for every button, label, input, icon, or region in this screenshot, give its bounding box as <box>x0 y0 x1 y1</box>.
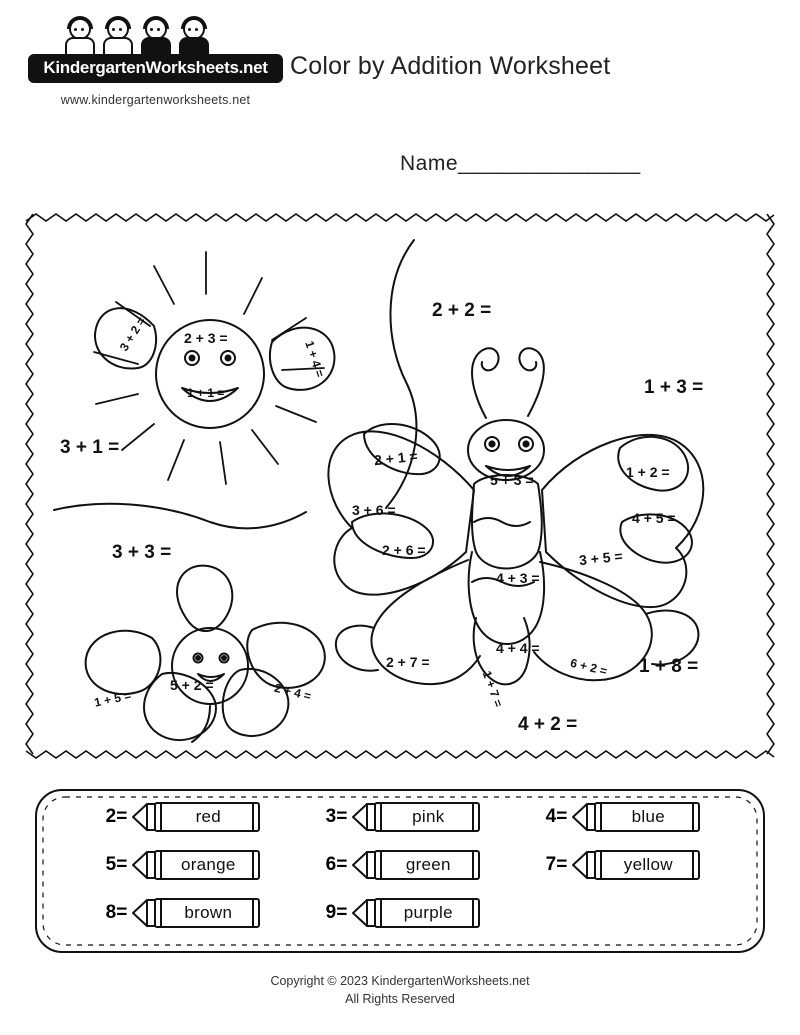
legend-number: 3= <box>325 806 348 827</box>
logo-wordmark <box>28 54 283 83</box>
equation-label: 1 + 1 = <box>187 386 225 400</box>
site-logo[interactable] <box>28 18 283 107</box>
logo-wordmark-text: KindergartenWorksheets <box>43 58 239 77</box>
legend-number: 9= <box>325 902 348 923</box>
equation-label: 1 + 2 = <box>626 464 670 480</box>
crayon-icon <box>570 800 702 834</box>
equation-label: 2 + 3 = <box>184 330 228 346</box>
equation-label: 3 + 1 = <box>60 437 120 458</box>
legend-number: 4= <box>545 806 568 827</box>
legend-number: 2= <box>105 806 128 827</box>
equation-label: 3 + 5 = <box>578 547 624 569</box>
equation-label: 4 + 4 = <box>496 640 540 656</box>
rights-text: All Rights Reserved <box>345 992 455 1007</box>
equation-label: 3 + 3 = <box>112 542 172 563</box>
equation-label: 3 + 2 = <box>116 314 149 354</box>
equation-label: 2 + 7 = <box>386 654 430 670</box>
crayon-color-label: green <box>405 855 451 874</box>
legend-item <box>74 800 294 834</box>
legend-item <box>294 800 514 834</box>
crayon-icon <box>350 800 482 834</box>
crayon-color-label: yellow <box>623 855 673 874</box>
page-header <box>0 0 800 140</box>
crayon-icon <box>350 896 482 930</box>
equation-label: 5 + 3 = <box>490 472 534 488</box>
legend-number: 6= <box>325 854 348 875</box>
equation-label: 2 + 2 = <box>432 300 492 321</box>
equation-label: 1 + 4 = <box>302 339 328 379</box>
crayon-color-label: blue <box>631 807 665 826</box>
coloring-area <box>24 212 776 760</box>
equation-label: 5 + 2 = <box>170 677 214 693</box>
site-url: www.kindergartenworksheets.net <box>60 93 251 107</box>
crayon-icon <box>130 848 262 882</box>
legend-item <box>294 896 514 930</box>
equation-label: 4 + 5 = <box>632 510 676 526</box>
crayon-color-label: red <box>195 807 222 826</box>
crayon-color-label: orange <box>180 855 236 874</box>
legend-item <box>514 848 734 882</box>
color-key-legend <box>28 782 772 960</box>
equation-label: 1 + 8 = <box>639 656 699 677</box>
coloring-illustration <box>34 222 766 750</box>
equation-label: 1 + 5 = <box>92 688 133 710</box>
equation-label: 2 + 4 = <box>272 680 313 704</box>
crayon-color-label: brown <box>184 903 233 922</box>
crayon-icon <box>350 848 482 882</box>
equation-label: 6 + 2 = <box>568 655 609 679</box>
legend-item <box>514 800 734 834</box>
equation-label: 1 + 3 = <box>644 377 704 398</box>
legend-number: 7= <box>545 854 568 875</box>
equation-label: 2 + 6 = <box>382 542 426 558</box>
crayon-color-label: pink <box>412 807 445 826</box>
legend-number: 5= <box>105 854 128 875</box>
equation-label: 3 + 6 = <box>352 502 396 518</box>
kids-illustration-icon <box>61 18 251 56</box>
equation-label: 4 + 2 = <box>518 714 578 735</box>
crayon-icon <box>130 896 262 930</box>
equation-label: 4 + 3 = <box>496 570 540 586</box>
equation-label: 1 + 7 = <box>479 669 506 709</box>
crayon-icon <box>570 848 702 882</box>
legend-item <box>294 848 514 882</box>
page-title: Color by Addition Worksheet <box>290 52 611 80</box>
legend-item <box>74 848 294 882</box>
crayon-icon <box>130 800 262 834</box>
copyright-text: Copyright © 2023 KindergartenWorksheets.net <box>270 974 530 988</box>
logo-wordmark-tld: .net <box>238 58 268 77</box>
equation-label: 2 + 1 = <box>373 447 419 469</box>
legend-item <box>74 896 294 930</box>
legend-number: 8= <box>105 902 128 923</box>
page-footer <box>0 972 800 1008</box>
name-field-label: Name_______________ <box>400 152 641 175</box>
crayon-color-label: purple <box>403 903 453 922</box>
